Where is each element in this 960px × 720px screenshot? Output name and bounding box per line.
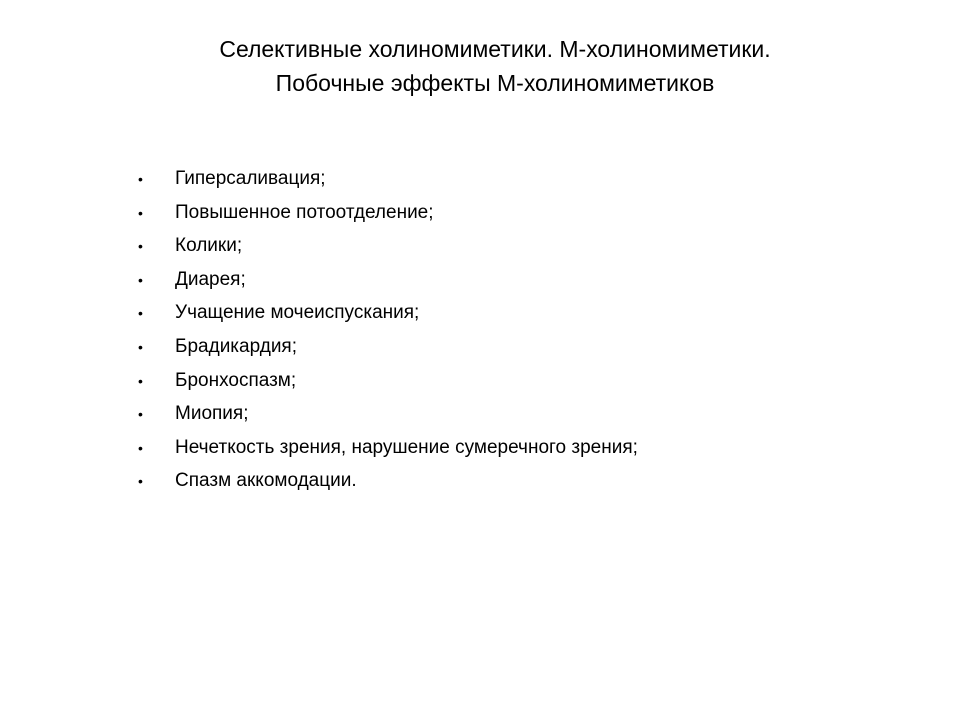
- bullet-icon: •: [138, 204, 143, 221]
- list-item-text: Учащение мочеиспускания;: [175, 302, 420, 324]
- list-item-text: Миопия;: [175, 403, 249, 425]
- list-item: [138, 331, 898, 365]
- bullet-icon: •: [138, 171, 143, 187]
- list-item-text: Повышенное потоотделение;: [175, 201, 434, 223]
- bullet-icon: •: [138, 305, 143, 322]
- list-item-text: Спазм аккомодации.: [175, 470, 357, 492]
- bullet-icon: •: [138, 473, 143, 490]
- list-item-text: Гиперсаливация;: [175, 168, 326, 189]
- title-line-2: Побочные эффекты М-холиномиметиков: [275, 70, 715, 96]
- side-effects-list: [138, 163, 898, 499]
- slide-title: [80, 32, 910, 100]
- list-item: [138, 264, 898, 298]
- title-line-1: Селективные холиномиметики. М-холиномиметики.: [219, 36, 771, 62]
- bullet-icon: •: [138, 372, 143, 389]
- bullet-icon: •: [138, 338, 143, 355]
- list-item: [138, 398, 898, 432]
- bullet-icon: •: [138, 439, 143, 456]
- bullet-icon: •: [138, 238, 143, 255]
- list-item-text: Брадикардия;: [175, 335, 297, 357]
- list-item: [138, 465, 898, 499]
- list-item-text: Бронхоспазм;: [175, 369, 297, 391]
- list-item: [138, 365, 898, 399]
- list-item-text: Нечеткость зрения, нарушение сумеречного зрения;: [175, 436, 638, 458]
- list-item-text: Колики;: [175, 235, 243, 257]
- bullet-icon: •: [138, 406, 143, 423]
- list-item: [138, 297, 898, 331]
- list-item: [138, 432, 898, 466]
- bullet-icon: •: [138, 271, 143, 288]
- list-item: [138, 163, 898, 197]
- list-item: [138, 197, 898, 231]
- list-item: [138, 230, 898, 264]
- list-item-text: Диарея;: [175, 268, 246, 290]
